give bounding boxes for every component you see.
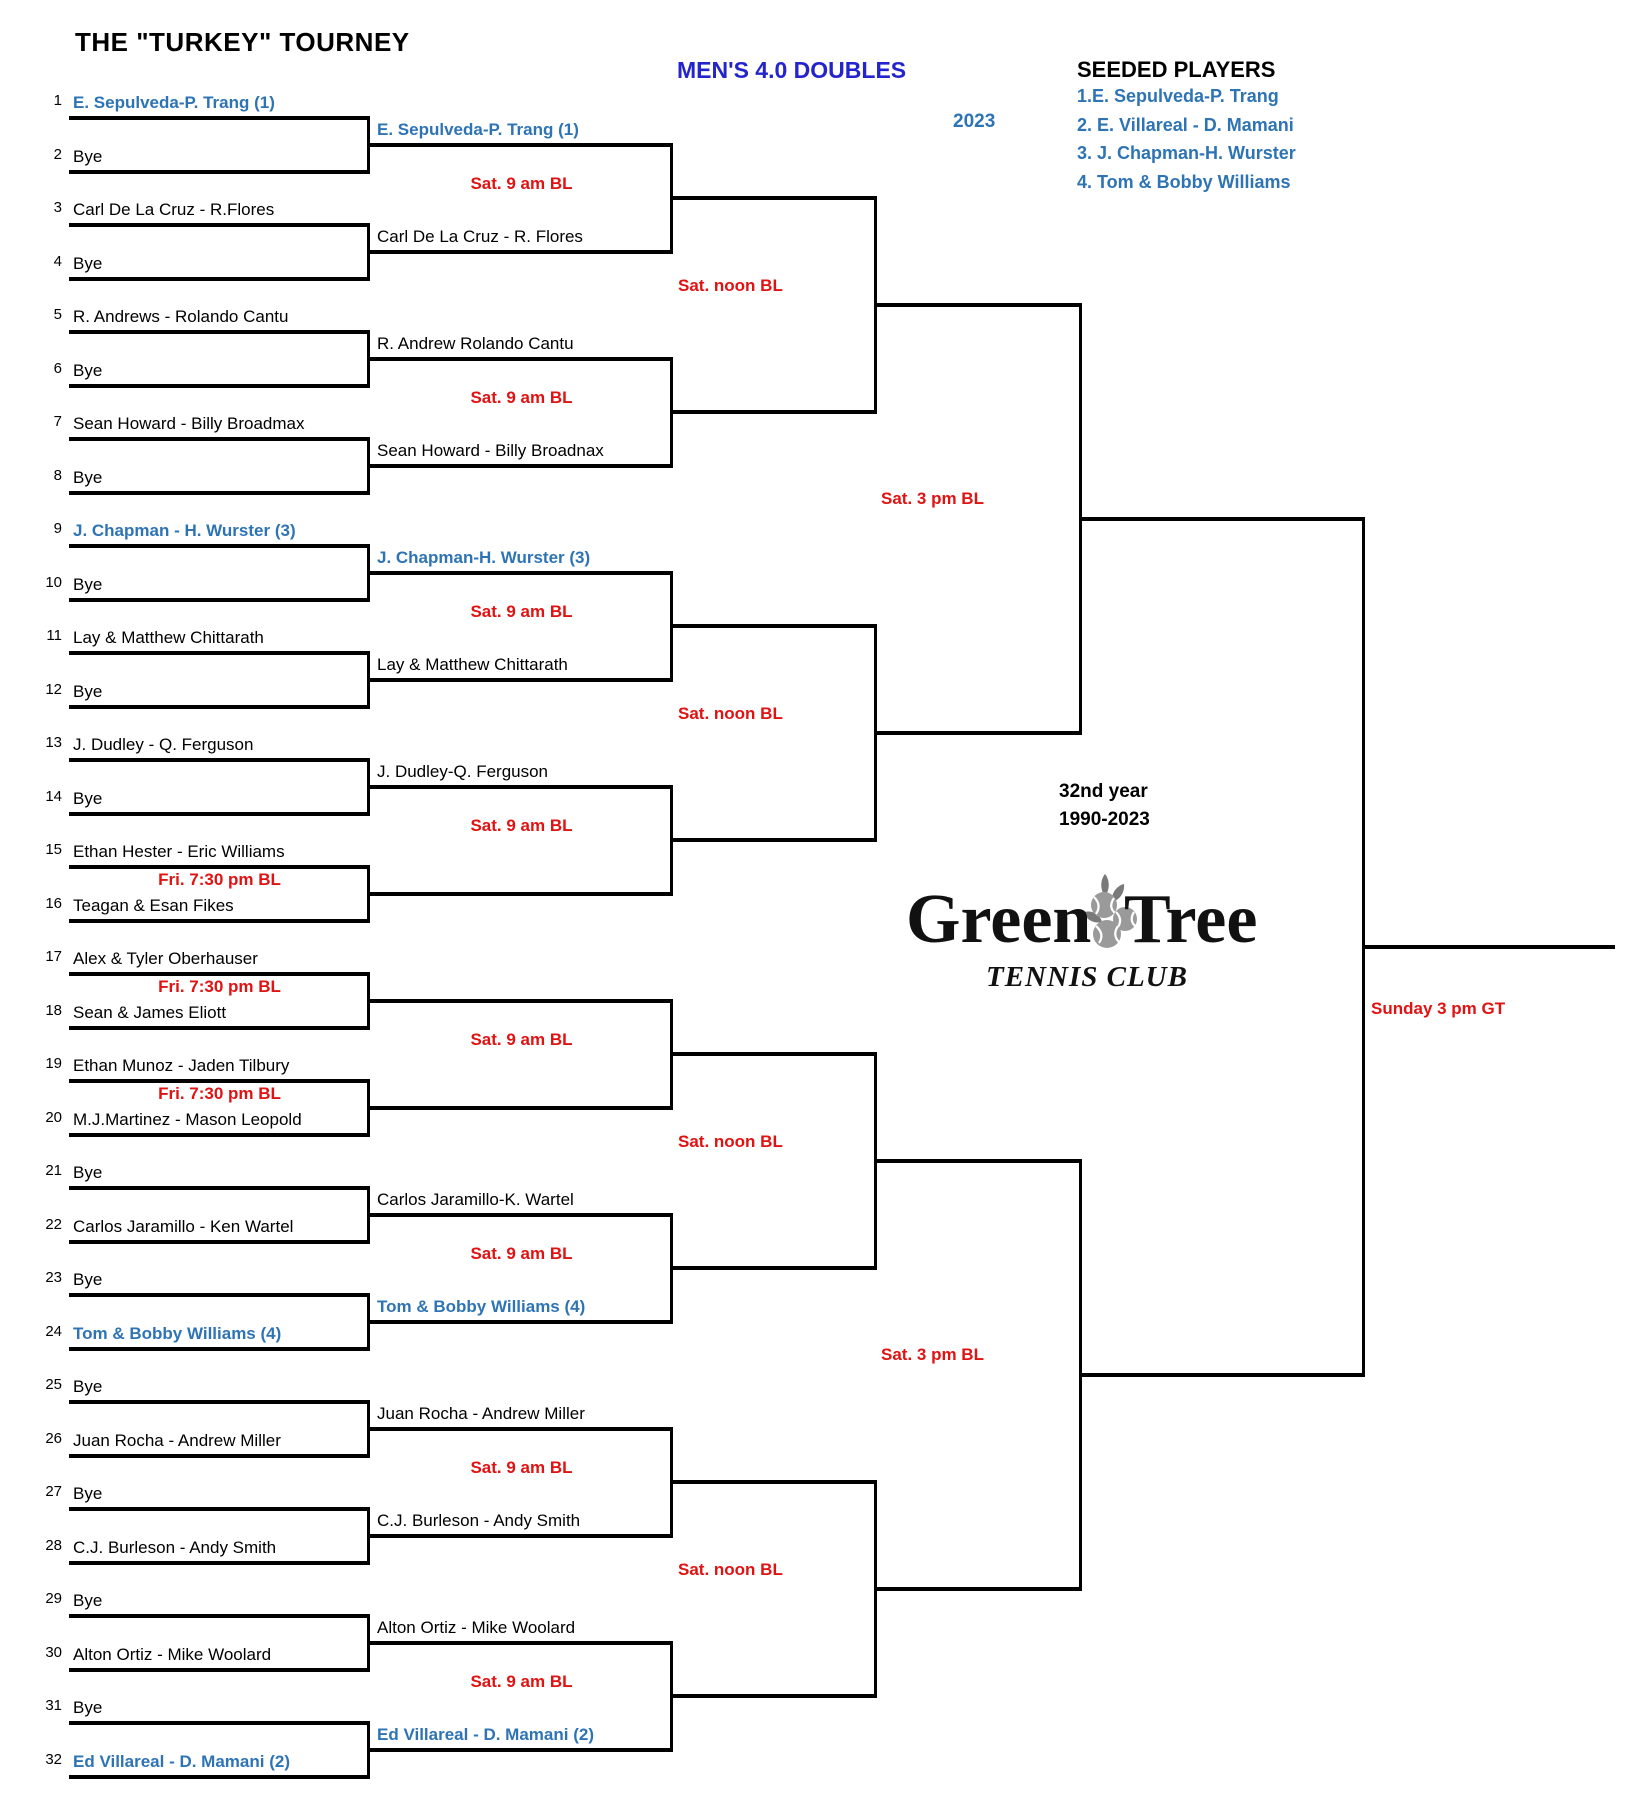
- round2-name: Carl De La Cruz - R. Flores: [377, 226, 583, 246]
- slot-line: [69, 1668, 370, 1672]
- slot-name: R. Andrews - Rolando Cantu: [73, 307, 289, 326]
- quarterfinal-time-label: Sat. noon BL: [678, 1132, 783, 1152]
- logo-subtitle: TENNIS CLUB: [986, 961, 1188, 993]
- slot-number: 4: [53, 252, 62, 270]
- slot-number: 19: [45, 1055, 62, 1072]
- slot-name: Bye: [73, 253, 103, 273]
- slot-line: [69, 544, 370, 548]
- round2-name: Sean Howard - Billy Broadnax: [377, 440, 604, 460]
- slot-number: 18: [45, 1001, 62, 1019]
- quarterfinal-time-label: Sat. noon BL: [678, 704, 783, 724]
- round2-name: Juan Rocha - Andrew Miller: [377, 1403, 585, 1423]
- round2-line: [370, 1641, 673, 1645]
- slot-name: Carlos Jaramillo - Ken Wartel: [73, 1216, 294, 1236]
- slot-name: Bye: [73, 1377, 103, 1396]
- slot-name: Ed Villareal - D. Mamani (2): [73, 1751, 290, 1771]
- slot-name: J. Chapman - H. Wurster (3): [73, 521, 296, 540]
- slot-line: [69, 330, 370, 334]
- r16-winner-line: [673, 1694, 877, 1698]
- slot-number: 22: [45, 1215, 62, 1233]
- round2-line: [370, 785, 673, 789]
- round2-time-label: Sat. 9 am BL: [470, 1672, 573, 1692]
- slot-number: 14: [45, 787, 62, 805]
- slot-name: Bye: [73, 467, 103, 487]
- slot-line: [69, 758, 370, 762]
- semifinal-time-label: Sat. 3 pm BL: [881, 489, 984, 509]
- slot-name: Bye: [73, 788, 103, 808]
- slot-number: 10: [45, 573, 62, 591]
- r16-winner-line: [673, 1266, 877, 1270]
- slot-line: [69, 1240, 370, 1244]
- slot-line: [69, 1454, 370, 1458]
- slot-line: [69, 116, 370, 120]
- qf-winner-line: [877, 303, 1082, 307]
- round2-line: [370, 1320, 673, 1324]
- semifinal-time-label: Sat. 3 pm BL: [881, 1345, 984, 1365]
- round2-line: [370, 250, 673, 254]
- qf-winner-line: [877, 731, 1082, 735]
- year-label: 2023: [953, 111, 996, 132]
- r16-winner-line: [673, 410, 877, 414]
- friday-time-label: Fri. 7:30 pm BL: [158, 1083, 281, 1103]
- slot-name: Bye: [73, 1270, 103, 1289]
- qf-winner-line: [877, 1159, 1082, 1163]
- friday-time-label: Fri. 7:30 pm BL: [158, 976, 281, 996]
- slot-line: [69, 1293, 370, 1297]
- anniversary-line2: 1990-2023: [1059, 809, 1150, 830]
- slot-name: M.J.Martinez - Mason Leopold: [73, 1109, 302, 1129]
- slot-line: [69, 1721, 370, 1725]
- slot-line: [69, 1347, 370, 1351]
- round2-name: C.J. Burleson - Andy Smith: [377, 1510, 581, 1530]
- final-winner-line: [1365, 945, 1615, 949]
- slot-number: 17: [45, 948, 62, 965]
- r16-winner-line: [673, 1480, 877, 1484]
- round2-time-label: Sat. 9 am BL: [470, 816, 573, 836]
- slot-name: Sean Howard - Billy Broadmax: [73, 414, 305, 433]
- round2-time-label: Sat. 9 am BL: [470, 1030, 573, 1050]
- round2-line: [370, 1427, 673, 1431]
- slot-number: 2: [53, 145, 62, 163]
- round2-line: [370, 143, 673, 147]
- slot-line: [69, 384, 370, 388]
- round2-line: [370, 678, 673, 682]
- slot-number: 21: [45, 1162, 62, 1179]
- round2-name: Lay & Matthew Chittarath: [377, 654, 568, 674]
- slot-line: [69, 598, 370, 602]
- slot-name: Juan Rocha - Andrew Miller: [73, 1430, 281, 1450]
- round2-name: E. Sepulveda-P. Trang (1): [377, 119, 579, 139]
- slot-line: [69, 812, 370, 816]
- round2-line: [370, 1213, 673, 1217]
- slot-line: [69, 705, 370, 709]
- anniversary-line1: 32nd year: [1059, 781, 1148, 802]
- round2-time-label: Sat. 9 am BL: [470, 388, 573, 408]
- slot-number: 1: [53, 92, 62, 109]
- round2-line: [370, 1534, 673, 1538]
- round2-name: Tom & Bobby Williams (4): [377, 1296, 586, 1316]
- slot-line: [69, 972, 370, 976]
- slot-name: Bye: [73, 360, 103, 380]
- slot-line: [69, 865, 370, 869]
- slot-number: 8: [53, 466, 62, 484]
- round2-name: R. Andrew Rolando Cantu: [377, 333, 574, 353]
- round2-name: Ed Villareal - D. Mamani (2): [377, 1724, 594, 1744]
- r16-winner-line: [673, 838, 877, 842]
- qf-winner-line: [877, 1587, 1082, 1591]
- slot-name: Sean & James Eliott: [73, 1002, 227, 1022]
- seeded-player: 2. E. Villareal - D. Mamani: [1077, 114, 1294, 135]
- slot-number: 13: [45, 734, 62, 751]
- r16-winner-line: [673, 624, 877, 628]
- slot-name: Bye: [73, 146, 103, 166]
- sf-winner-line: [1082, 517, 1365, 521]
- slot-name: Teagan & Esan Fikes: [73, 895, 234, 915]
- slot-number: 31: [45, 1697, 62, 1714]
- logo-word-green: Green: [906, 881, 1092, 958]
- slot-name: Bye: [73, 1698, 103, 1717]
- slot-name: Bye: [73, 1484, 103, 1503]
- slot-line: [69, 437, 370, 441]
- slot-number: 20: [45, 1108, 62, 1126]
- round2-time-label: Sat. 9 am BL: [470, 1458, 573, 1478]
- round2-line: [370, 1106, 673, 1110]
- slot-line: [69, 919, 370, 923]
- slot-line: [69, 170, 370, 174]
- slot-name: Carl De La Cruz - R.Flores: [73, 200, 275, 219]
- slot-number: 11: [46, 627, 62, 644]
- seeded-players-heading: SEEDED PLAYERS: [1077, 57, 1276, 82]
- r16-winner-line: [673, 196, 877, 200]
- slot-name: Ethan Munoz - Jaden Tilbury: [73, 1056, 290, 1075]
- slot-name: J. Dudley - Q. Ferguson: [73, 735, 254, 754]
- slot-number: 12: [45, 680, 62, 698]
- round2-time-label: Sat. 9 am BL: [470, 174, 573, 194]
- slot-line: [69, 651, 370, 655]
- slot-number: 27: [45, 1483, 62, 1500]
- slot-name: Bye: [73, 574, 103, 594]
- slot-number: 28: [45, 1536, 62, 1554]
- seeded-player: 1.E. Sepulveda-P. Trang: [1077, 86, 1279, 106]
- slot-name: Alton Ortiz - Mike Woolard: [73, 1644, 272, 1664]
- friday-time-label: Fri. 7:30 pm BL: [158, 869, 281, 889]
- round2-name: Carlos Jaramillo-K. Wartel: [377, 1189, 574, 1209]
- round2-time-label: Sat. 9 am BL: [470, 1244, 573, 1264]
- slot-line: [69, 277, 370, 281]
- slot-name: C.J. Burleson - Andy Smith: [73, 1537, 277, 1557]
- quarterfinal-time-label: Sat. noon BL: [678, 276, 783, 296]
- slot-number: 15: [45, 841, 62, 858]
- round2-name: J. Chapman-H. Wurster (3): [377, 547, 591, 567]
- slot-line: [69, 1507, 370, 1511]
- slot-number: 32: [45, 1750, 62, 1768]
- round2-time-label: Sat. 9 am BL: [470, 602, 573, 622]
- final-time-label: Sunday 3 pm GT: [1371, 999, 1506, 1018]
- seeded-player: 4. Tom & Bobby Williams: [1077, 171, 1291, 192]
- slot-line: [69, 1133, 370, 1137]
- slot-number: 30: [45, 1643, 62, 1661]
- sf-winner-line: [1082, 1373, 1365, 1377]
- logo-word-tree: Tree: [1124, 881, 1258, 958]
- slot-number: 9: [53, 520, 62, 537]
- round2-line: [370, 571, 673, 575]
- slot-name: Tom & Bobby Williams (4): [73, 1323, 282, 1343]
- slot-line: [69, 1079, 370, 1083]
- round2-name: Alton Ortiz - Mike Woolard: [377, 1617, 576, 1637]
- slot-line: [69, 223, 370, 227]
- slot-line: [69, 1561, 370, 1565]
- slot-name: Bye: [73, 1591, 103, 1610]
- slot-name: E. Sepulveda-P. Trang (1): [73, 93, 275, 112]
- slot-number: 3: [53, 199, 62, 216]
- slot-name: Ethan Hester - Eric Williams: [73, 842, 285, 861]
- slot-line: [69, 1614, 370, 1618]
- slot-number: 29: [45, 1590, 62, 1607]
- round2-line: [370, 1748, 673, 1752]
- slot-number: 26: [45, 1429, 62, 1447]
- slot-number: 7: [53, 413, 62, 430]
- round2-line: [370, 357, 673, 361]
- seeded-player: 3. J. Chapman-H. Wurster: [1077, 143, 1296, 163]
- slot-number: 24: [45, 1322, 62, 1340]
- slot-line: [69, 1186, 370, 1190]
- slot-name: Bye: [73, 1163, 103, 1182]
- r16-winner-line: [673, 1052, 877, 1056]
- round2-line: [370, 892, 673, 896]
- slot-line: [69, 491, 370, 495]
- slot-number: 25: [45, 1376, 62, 1393]
- round2-line: [370, 464, 673, 468]
- event-title: MEN'S 4.0 DOUBLES: [677, 57, 907, 83]
- quarterfinal-time-label: Sat. noon BL: [678, 1560, 783, 1580]
- slot-name: Bye: [73, 681, 103, 701]
- slot-name: Alex & Tyler Oberhauser: [73, 949, 258, 968]
- slot-name: Lay & Matthew Chittarath: [73, 628, 264, 647]
- round2-name: J. Dudley-Q. Ferguson: [377, 761, 549, 781]
- page-title: THE "TURKEY" TOURNEY: [75, 27, 410, 57]
- slot-line: [69, 1775, 370, 1779]
- round2-line: [370, 999, 673, 1003]
- slot-line: [69, 1400, 370, 1404]
- slot-number: 6: [53, 359, 62, 377]
- slot-number: 23: [45, 1269, 62, 1286]
- slot-number: 5: [53, 306, 62, 323]
- slot-number: 16: [45, 894, 62, 912]
- slot-line: [69, 1026, 370, 1030]
